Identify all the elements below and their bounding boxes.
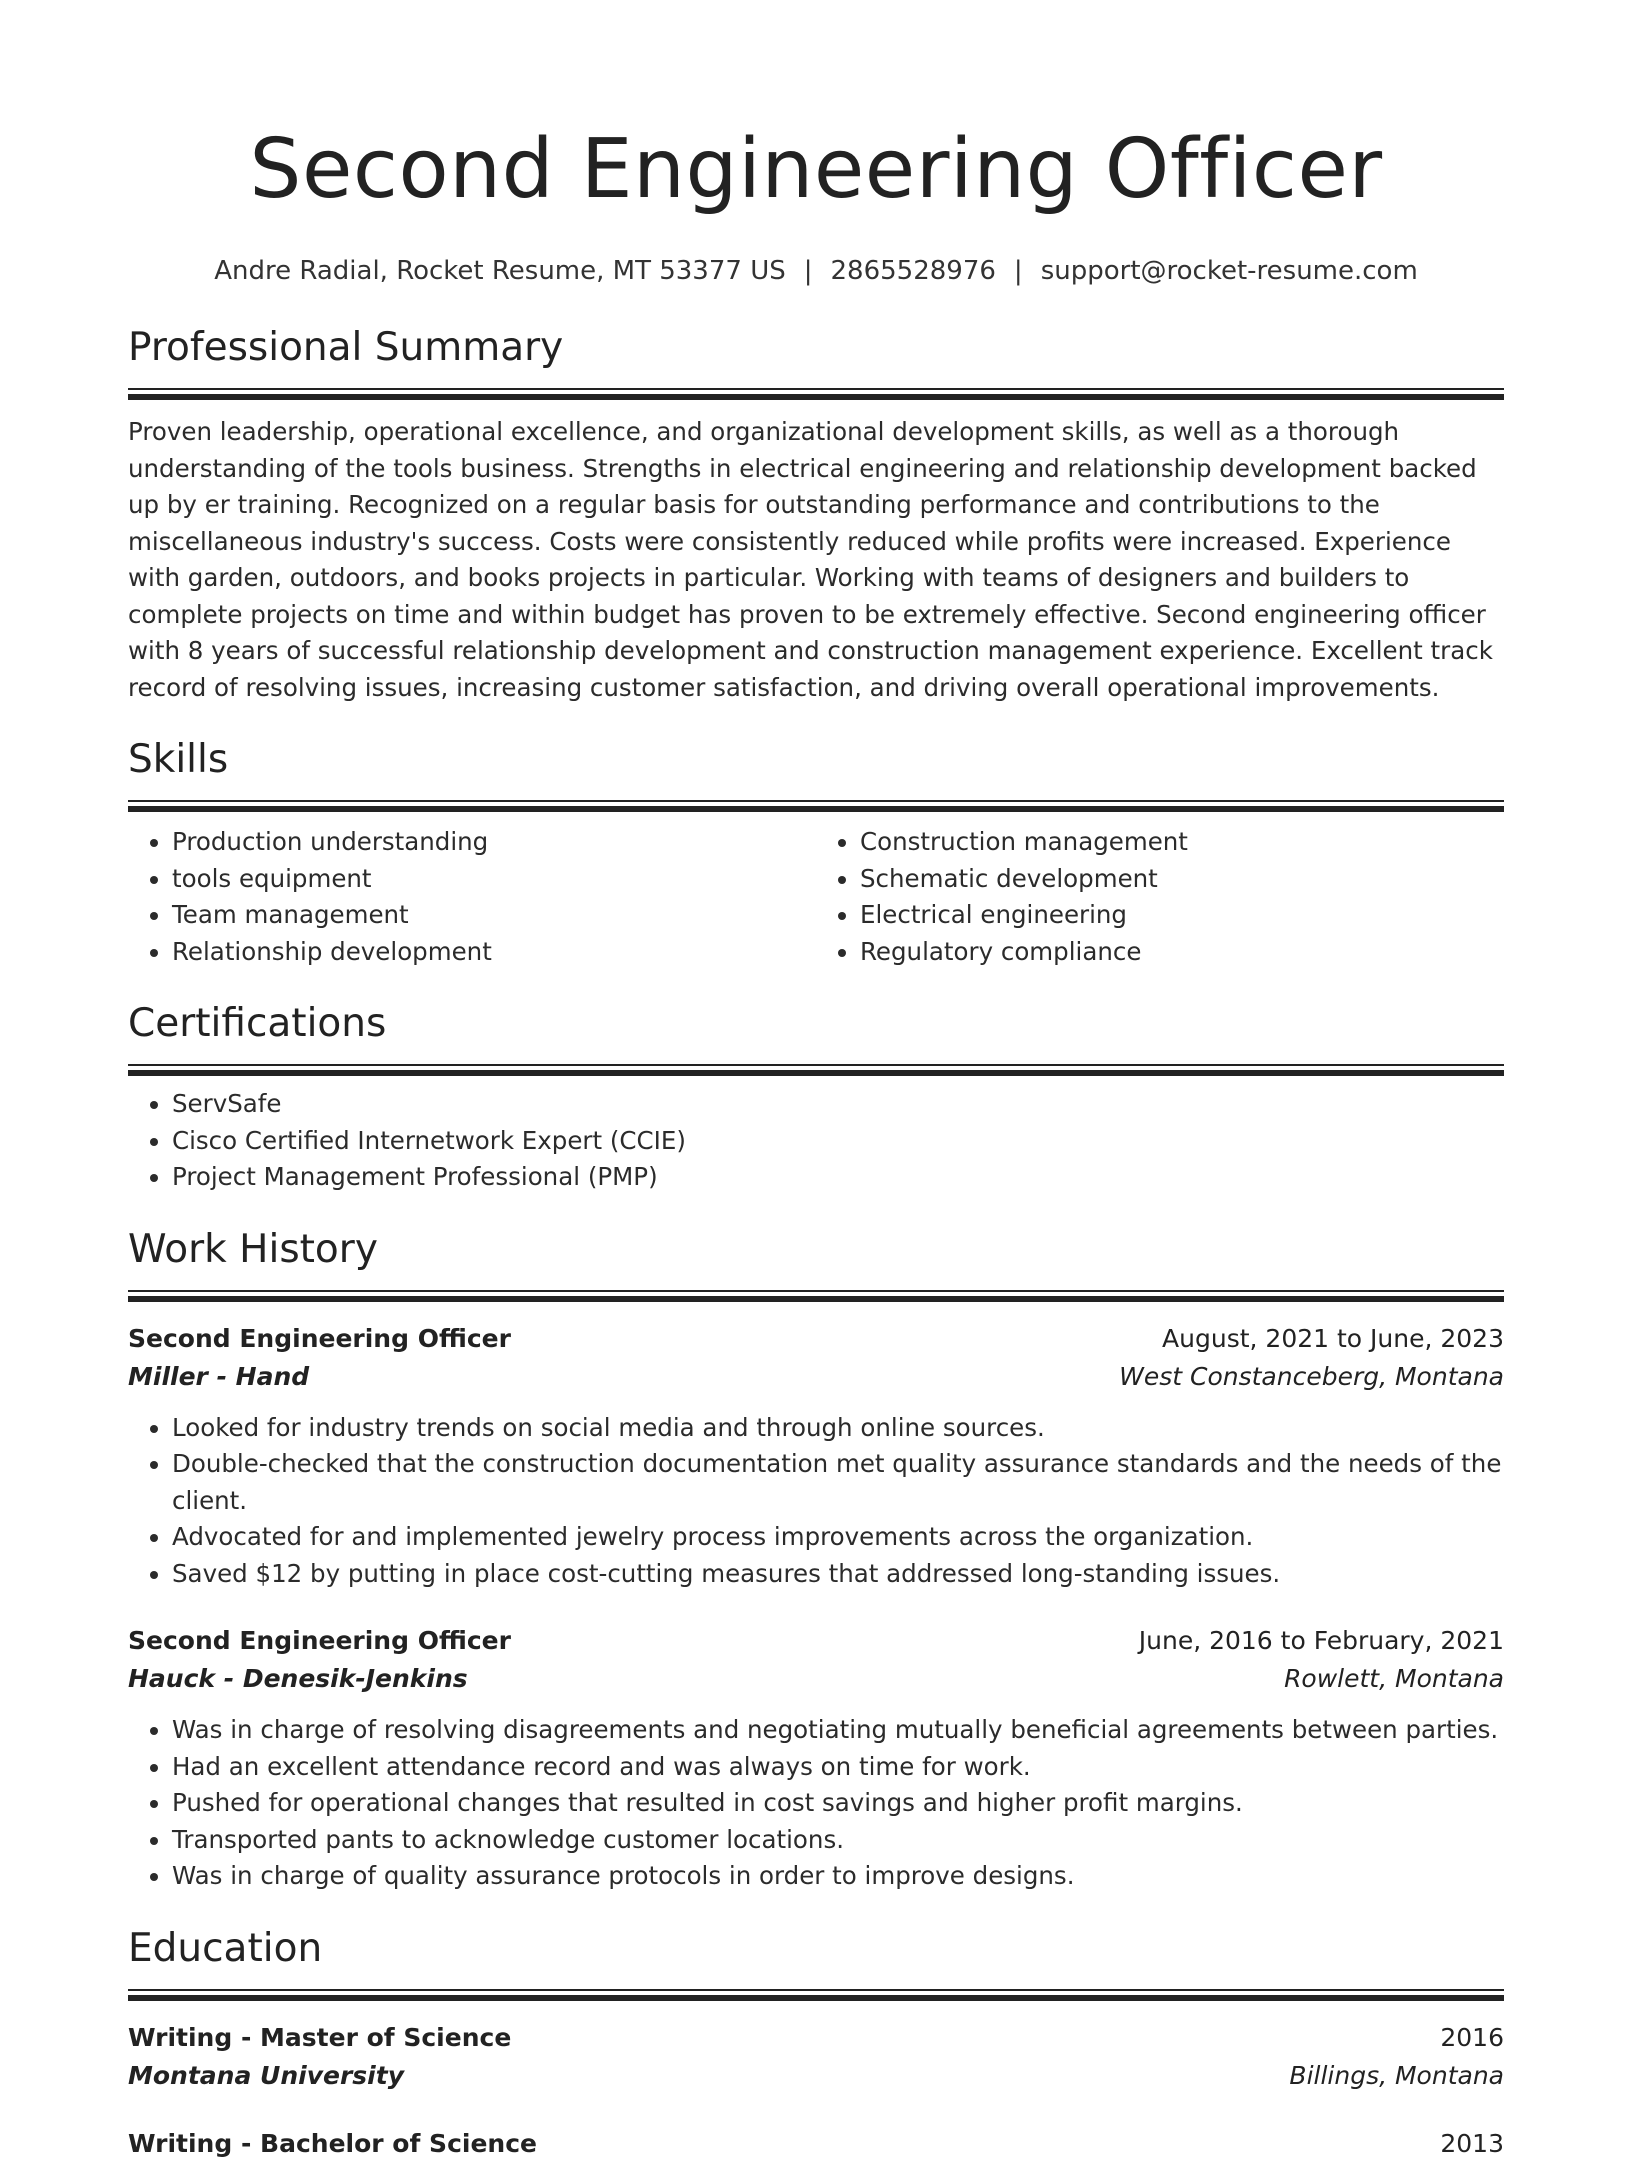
job-location: Rowlett, Montana <box>1284 1664 1504 1693</box>
contact-separator: | <box>803 256 813 286</box>
resume-title: Second Engineering Officer <box>249 122 1383 217</box>
skill-item: • Production understanding <box>172 824 816 861</box>
job-bullets <box>128 1712 1504 1895</box>
section-title: Professional Summary <box>128 325 564 370</box>
job-bullet: • Looked for industry trends on social media and through online sources. <box>172 1410 1504 1447</box>
job-bullet: • Pushed for operational changes that resulted in cost savings and higher profit margins. <box>172 1785 1504 1822</box>
skills-list-left <box>128 824 816 970</box>
education-entry <box>128 2019 1504 2095</box>
contact-line <box>128 254 1504 288</box>
section-divider <box>128 1989 1504 2001</box>
job-bullet: • Double-checked that the construction documentation met quality assurance standards and the needs of the client. <box>172 1446 1504 1519</box>
job-bullet: • Was in charge of resolving disagreements and negotiating mutually beneficial agreements between parties. <box>172 1712 1504 1749</box>
job-entry <box>128 1622 1504 1895</box>
section-title: Certifications <box>128 1001 387 1046</box>
certification-item: • Cisco Certified Internetwork Expert (CCIE) <box>172 1123 1504 1160</box>
job-title: Second Engineering Officer <box>128 1626 511 1655</box>
section-title: Education <box>128 1925 323 1971</box>
job-entry <box>128 1320 1504 1593</box>
skill-item: • Schematic development <box>860 861 1504 898</box>
education-year: 2013 <box>1440 2128 1504 2158</box>
contact-email: support@rocket-resume.com <box>1040 256 1418 286</box>
contact-address: Andre Radial, Rocket Resume, MT 53377 US <box>214 256 786 286</box>
education-year: 2016 <box>1440 2022 1504 2052</box>
job-bullet: • Advocated for and implemented jewelry process improvements across the organization. <box>172 1519 1504 1556</box>
certification-item: • ServSafe <box>172 1086 1504 1123</box>
job-company: Hauck - Denesik-Jenkins <box>128 1664 468 1693</box>
job-company: Miller - Hand <box>128 1361 310 1391</box>
job-location: West Constanceberg, Montana <box>1119 1361 1504 1391</box>
skill-item: • Team management <box>172 897 816 934</box>
skills-columns <box>128 824 1504 970</box>
certification-item: • Project Management Professional (PMP) <box>172 1159 1504 1196</box>
job-bullet: • Transported pants to acknowledge customer locations. <box>172 1822 1504 1859</box>
job-bullet: • Saved $12 by putting in place cost-cutting measures that addressed long-standing issues. <box>172 1556 1504 1593</box>
job-dates: June, 2016 to February, 2021 <box>1138 1626 1504 1655</box>
skill-item: • Electrical engineering <box>860 897 1504 934</box>
section-divider <box>128 1064 1504 1076</box>
job-title: Second Engineering Officer <box>128 1323 511 1353</box>
skill-item: • Relationship development <box>172 934 816 971</box>
skill-item: • Regulatory compliance <box>860 934 1504 971</box>
education-location: Billings, Montana <box>1289 2060 1504 2090</box>
contact-separator: | <box>1013 256 1023 286</box>
section-divider <box>128 800 1504 812</box>
job-dates: August, 2021 to June, 2023 <box>1162 1323 1504 1353</box>
section-education <box>128 1925 1504 2163</box>
contact-phone: 2865528976 <box>830 256 996 286</box>
education-entry <box>128 2125 1504 2163</box>
education-degree: Writing - Bachelor of Science <box>128 2128 537 2158</box>
skills-list-right <box>816 824 1504 970</box>
education-school: Montana University <box>128 2060 404 2090</box>
section-divider <box>128 1290 1504 1302</box>
skill-item: • tools equipment <box>172 861 816 898</box>
section-title: Work History <box>128 1226 378 1272</box>
job-bullet: • Had an excellent attendance record and was always on time for work. <box>172 1749 1504 1786</box>
section-skills <box>128 736 1504 970</box>
certifications-list <box>128 1086 1504 1196</box>
education-degree: Writing - Master of Science <box>128 2022 512 2052</box>
section-certifications <box>128 1000 1504 1196</box>
summary-text: Proven leadership, operational excellence, and organizational development skills, as well as a thorough understanding of the tools business. Strengths in electrical engineering and relationship development backed up by er training. Recognized on a regular basis for outstanding performance and contributions to the miscellaneous industry's success. Costs were consistently reduced while profits were increased. Experience with garden, outdoors, and books projects in particular. Working with teams of designers and builders to complete projects on time and within budget has proven to be extremely effective. Second engineering officer with 8 years of successful relationship development and construction management experience. Excellent track record of resolving issues, increasing customer satisfaction, and driving overall operational improvements. <box>128 417 1493 702</box>
section-title: Skills <box>128 737 229 782</box>
job-bullet: • Was in charge of quality assurance protocols in order to improve designs. <box>172 1858 1504 1895</box>
job-bullets <box>128 1410 1504 1593</box>
skill-item: • Construction management <box>860 824 1504 861</box>
section-work-history <box>128 1226 1504 1895</box>
section-professional-summary <box>128 324 1504 706</box>
section-divider <box>128 388 1504 400</box>
